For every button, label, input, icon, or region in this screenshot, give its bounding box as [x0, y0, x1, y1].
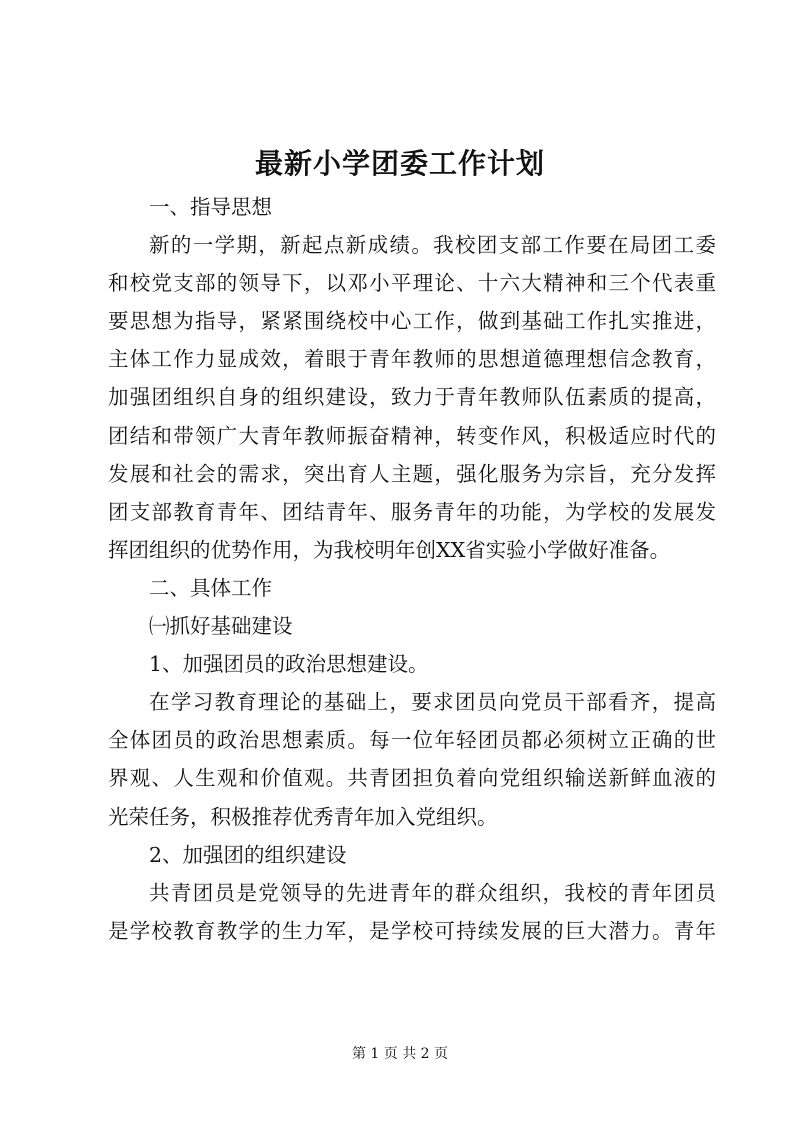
paragraph-line: 共青团员是党领导的先进青年的群众组织，我校的青年团员	[149, 880, 716, 905]
paragraph-line: 光荣任务，积极推荐优秀青年加入党组织。	[108, 804, 498, 829]
paragraph-line: 要思想为指导，紧紧围绕校中心工作，做到基础工作扎实推进，	[108, 309, 716, 334]
document-title: 最新小学团委工作计划	[254, 147, 545, 180]
document-body	[108, 188, 716, 950]
paragraph-line: 在学习教育理论的基础上，要求团员向党员干部看齐，提高	[149, 690, 716, 715]
subsection-heading-foundation: ㈠抓好基础建设	[149, 614, 293, 639]
paragraph-line: 是学校教育教学的生力军，是学校可持续发展的巨大潜力。青年	[108, 918, 716, 943]
paragraph-line: 发展和社会的需求，突出育人主题，强化服务为宗旨，充分发挥	[108, 461, 716, 486]
paragraph-line: 和校党支部的领导下，以邓小平理论、十六大精神和三个代表重	[108, 271, 716, 296]
paragraph-line: 主体工作力显成效，着眼于青年教师的思想道德理想信念教育，	[108, 347, 716, 372]
paragraph-line: 全体团员的政治思想素质。每一位年轻团员都必须树立正确的世	[108, 728, 716, 753]
paragraph-line: 挥团组织的优势作用，为我校明年创XX省实验小学做好准备。	[108, 537, 671, 562]
paragraph-line: 界观、人生观和价值观。共青团担负着向党组织输送新鲜血液的	[108, 766, 716, 791]
item-heading-organization: 2、加强团的组织建设	[149, 842, 347, 867]
paragraph-line: 团结和带领广大青年教师振奋精神，转变作风，积极适应时代的	[108, 423, 716, 448]
paragraph-line: 新的一学期，新起点新成绩。我校团支部工作要在局团工委	[149, 233, 716, 258]
section-heading-specific-work: 二、具体工作	[149, 575, 272, 600]
page-number-footer: 第 1 页 共 2 页	[351, 1046, 449, 1062]
paragraph-line: 加强团组织自身的组织建设，致力于青年教师队伍素质的提高，	[108, 385, 716, 410]
paragraph-line: 团支部教育青年、团结青年、服务青年的功能，为学校的发展发	[108, 499, 716, 524]
section-heading-guiding-thought: 一、指导思想	[149, 195, 272, 219]
item-heading-political-thought: 1、加强团员的政治思想建设。	[149, 652, 429, 677]
